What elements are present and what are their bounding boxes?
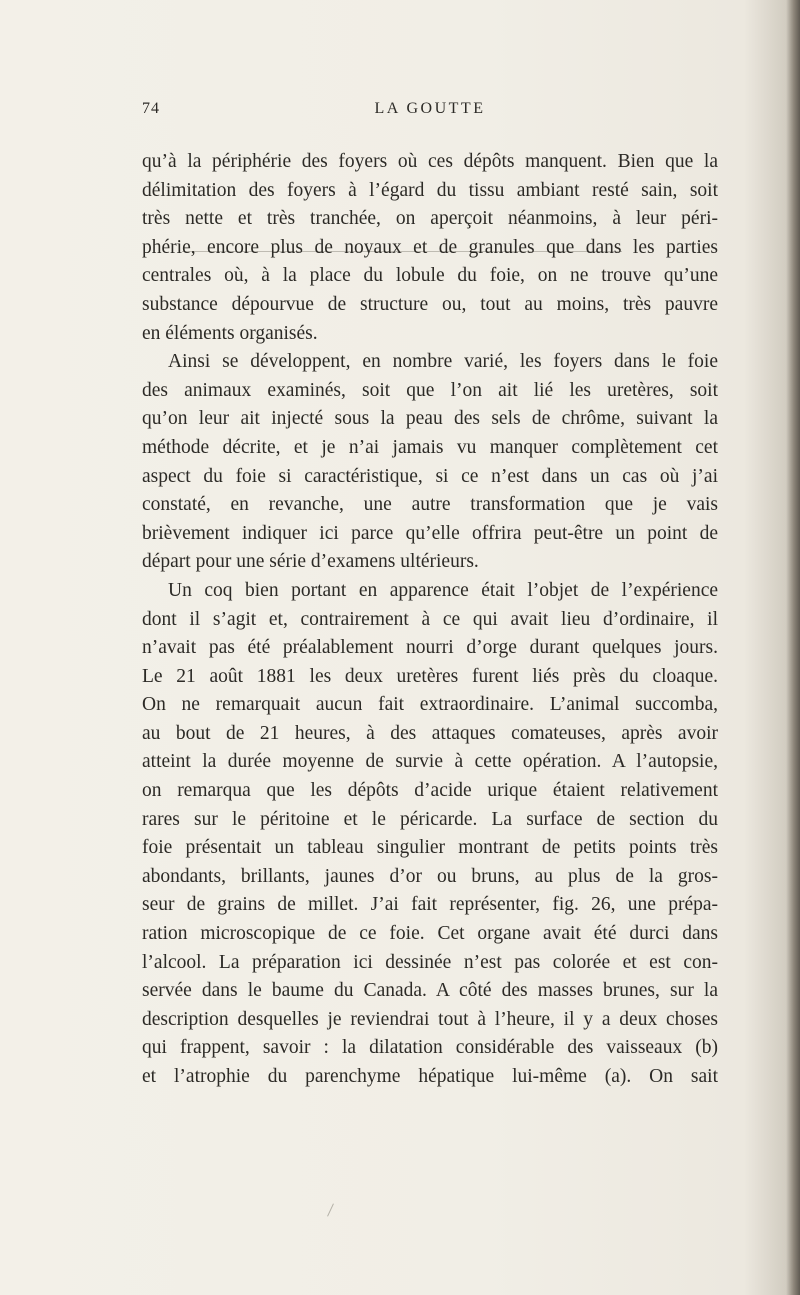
text-line: aspect du foie si caractéristique, si ce n’est dans un cas où j’ai	[142, 465, 718, 487]
text-line: foie présentait un tableau singulier montrant de petits points très	[142, 837, 718, 859]
text-line: qu’à la périphérie des foyers où ces dépôts manquent. Bien que la	[142, 151, 718, 172]
text-line: au bout de 21 heures, à des attaques comateuses, après avoir	[142, 722, 718, 744]
text-line: on remarqua que les dépôts d’acide urique étaient relativement	[142, 780, 718, 802]
text-line: délimitation des foyers à l’égard du tissu ambiant resté sain, soit	[142, 179, 718, 201]
text-line: Le 21 août 1881 les deux uretères furent liés près du cloaque.	[142, 665, 718, 687]
text-line: très nette et très tranchée, on aperçoit néanmoins, à leur péri-	[142, 208, 718, 230]
text-line: servée dans le baume du Canada. A côté des masses brunes, sur la	[142, 980, 718, 1002]
text-line: en éléments organisés.	[142, 322, 318, 344]
text-line: Ainsi se développent, en nombre varié, les foyers dans le foie	[168, 351, 718, 373]
paper-mark	[327, 1203, 334, 1216]
text-line: substance dépourvue de structure ou, tout au moins, très pauvre	[142, 293, 718, 315]
page-header	[142, 100, 718, 134]
text-line: Un coq bien portant en apparence était l’objet de l’expérience	[168, 579, 718, 601]
text-line: des animaux examinés, soit que l’on ait lié les uretères, soit	[142, 379, 718, 401]
page-number: 74	[142, 100, 160, 117]
text-line: départ pour une série d’examens ultérieurs.	[142, 551, 479, 573]
text-line: constaté, en revanche, une autre transformation que je vais	[142, 494, 718, 516]
text-line: et l’atrophie du parenchyme hépatique lui-même (a). On sait	[142, 1066, 718, 1087]
text-line: phérie, encore plus de noyaux et de granules que dans les parties	[142, 236, 718, 258]
text-line: rares sur le péritoine et le péricarde. La surface de section du	[142, 808, 718, 830]
body-text	[142, 148, 718, 1092]
text-line: méthode décrite, et je n’ai jamais vu manquer complètement cet	[142, 436, 718, 458]
text-line: l’alcool. La préparation ici dessinée n’est pas colorée et est con-	[142, 951, 718, 973]
text-line: ration microscopique de ce foie. Cet organe avait été durci dans	[142, 923, 718, 945]
text-line: On ne remarquait aucun fait extraordinaire. L’animal succomba,	[142, 694, 718, 716]
text-line: atteint la durée moyenne de survie à cette opération. A l’autopsie,	[142, 751, 718, 773]
text-line: description desquelles je reviendrai tout à l’heure, il y a deux choses	[142, 1008, 718, 1030]
text-line: centrales où, à la place du lobule du foie, on ne trouve qu’une	[142, 265, 718, 287]
running-head: LA GOUTTE	[374, 100, 486, 117]
text-line: abondants, brillants, jaunes d’or ou bruns, au plus de la gros-	[142, 865, 718, 887]
text-line: seur de grains de millet. J’ai fait représenter, fig. 26, une prépa-	[142, 894, 718, 916]
text-line: qui frappent, savoir : la dilatation considérable des vaisseaux (b)	[142, 1037, 718, 1059]
text-line: qu’on leur ait injecté sous la peau des sels de chrôme, suivant la	[142, 408, 718, 430]
text-line: dont il s’agit et, contrairement à ce qui avait lieu d’ordinaire, il	[142, 608, 718, 630]
text-line: brièvement indiquer ici parce qu’elle offrira peut-être un point de	[142, 522, 718, 544]
page-edge-shadow	[786, 0, 800, 1295]
text-line: n’avait pas été préalablement nourri d’orge durant quelques jours.	[142, 637, 718, 659]
